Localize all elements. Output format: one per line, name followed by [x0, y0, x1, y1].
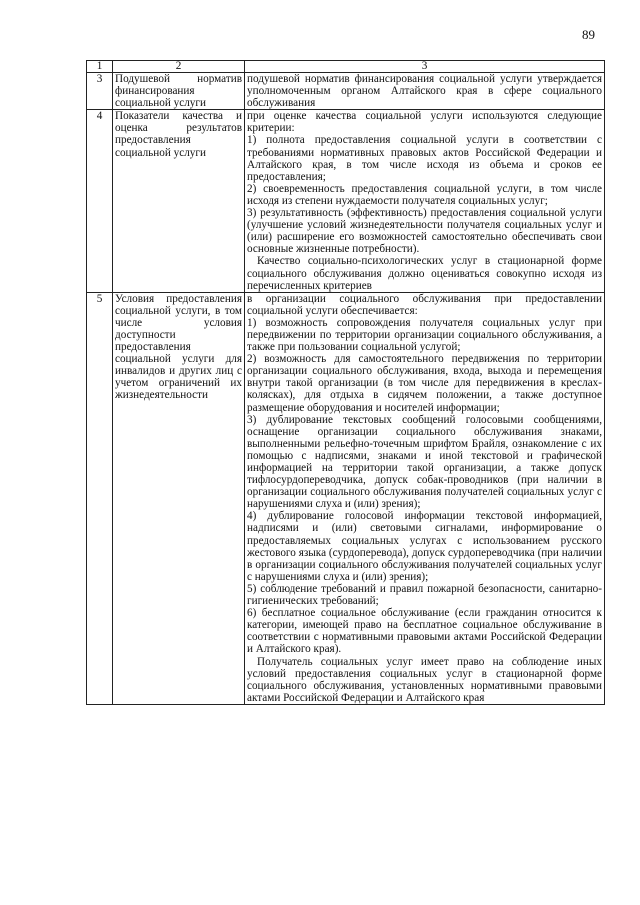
row-title: Подушевой норматив финансирования социальной услуги — [113, 73, 245, 110]
paragraph: 2) своевременность предоставления социальной услуги, в том числе исходя из степени нуждаемости получателя социальных услуг; — [247, 182, 602, 207]
table-row — [87, 110, 605, 292]
paragraph: подушевой норматив финансирования социальной услуги утверждается уполномоченным органом Алтайского края в сфере социального обслуживания — [247, 73, 602, 110]
header-col-2: 2 — [113, 61, 245, 73]
row-description — [245, 110, 605, 292]
paragraph: 3) результативность (эффективность) предоставления социальной услуги (улучшение условий жизнедеятельности получателя социальных услуг и (или) расширение его возможностей самостоятельно обеспечивать свои основные жизненные потребности). — [247, 207, 602, 256]
table-row — [87, 292, 605, 704]
paragraph: при оценке качества социальной услуги используются следующие критерии: — [247, 110, 602, 135]
paragraph: 6) бесплатное социальное обслуживание (если гражданин относится к категории, имеющей право на бесплатное социальное обслуживание в соответствии с нормативными правовыми актами Российской Федерации и Алтайского края). — [247, 607, 602, 656]
row-number: 4 — [87, 110, 113, 292]
table-header-row — [87, 61, 605, 73]
paragraph: 1) возможность сопровождения получателя социальных услуг при передвижении по территории организации социального обслуживания, а также при пользовании социальной услугой; — [247, 316, 602, 354]
paragraph: 1) полнота предоставления социальной услуги в соответствии с требованиями нормативных правовых актов Российской Федерации и Алтайского края, в том числе исходя из объема и сроков ее предоставления; — [247, 134, 602, 183]
header-col-1: 1 — [87, 61, 113, 73]
row-title: Условия предоставления социальной услуги, в том числе условия доступности предоставления социальной услуги для инвалидов и других лиц с учетом ограничений их жизнедеятельности — [113, 292, 245, 704]
row-title: Показатели качества и оценка результатов предоставления социальной услуги — [113, 110, 245, 292]
services-table — [86, 60, 605, 705]
paragraph: 2) возможность для самостоятельного передвижения по территории организации социального обслуживания, входа, выхода и перемещения внутри такой организации (в том числе для передвижения в креслах-колясках), для отдыха в сидячем положении, а также доступное размещение оборудования и носителей информации; — [247, 353, 602, 414]
table-row — [87, 73, 605, 110]
paragraph: в организации социального обслуживания при предоставлении социальной услуги обеспечивается: — [247, 292, 602, 317]
paragraph: 5) соблюдение требований и правил пожарной безопасности, санитарно-гигиенических требований; — [247, 582, 602, 608]
page-number: 89 — [582, 27, 595, 42]
row-number: 3 — [87, 73, 113, 110]
paragraph: 4) дублирование голосовой информации текстовой информацией, надписями и (или) световыми сигналами, информирование о предоставляемых социальных услугах с использованием русского жестового языка (сурдоперевода), допуск сурдопереводчика (при наличии в организации социального обслуживания получателей социальных услуг с нарушениями слуха и (или) зрения); — [247, 510, 602, 583]
header-col-3: 3 — [245, 61, 605, 73]
row-description — [245, 292, 605, 704]
paragraph: Получатель социальных услуг имеет право на соблюдение иных условий предоставления социальных услуг в стационарной форме социального обслуживания, установленных нормативными правовыми актами Российской Федерации и Алтайского края — [247, 655, 602, 704]
paragraph: 3) дублирование текстовых сообщений голосовыми сообщениями, оснащение организации социального обслуживания знаками, выполненными рельефно-точечным шрифтом Брайля, ознакомление с их помощью с надписями, знаками и иной текстовой и графической информацией на территории такой организации, а также допуск тифлосурдопереводчика, допуск собак-проводников (при наличии в организации социального обслуживания получателей социальных услуг с нарушениями слуха и (или) зрения); — [247, 413, 602, 511]
row-number: 5 — [87, 292, 113, 704]
paragraph: Качество социально-психологических услуг в стационарной форме социального обслуживания должно оцениваться совокупно исходя из перечисленных критериев — [247, 255, 602, 292]
row-description — [245, 73, 605, 110]
